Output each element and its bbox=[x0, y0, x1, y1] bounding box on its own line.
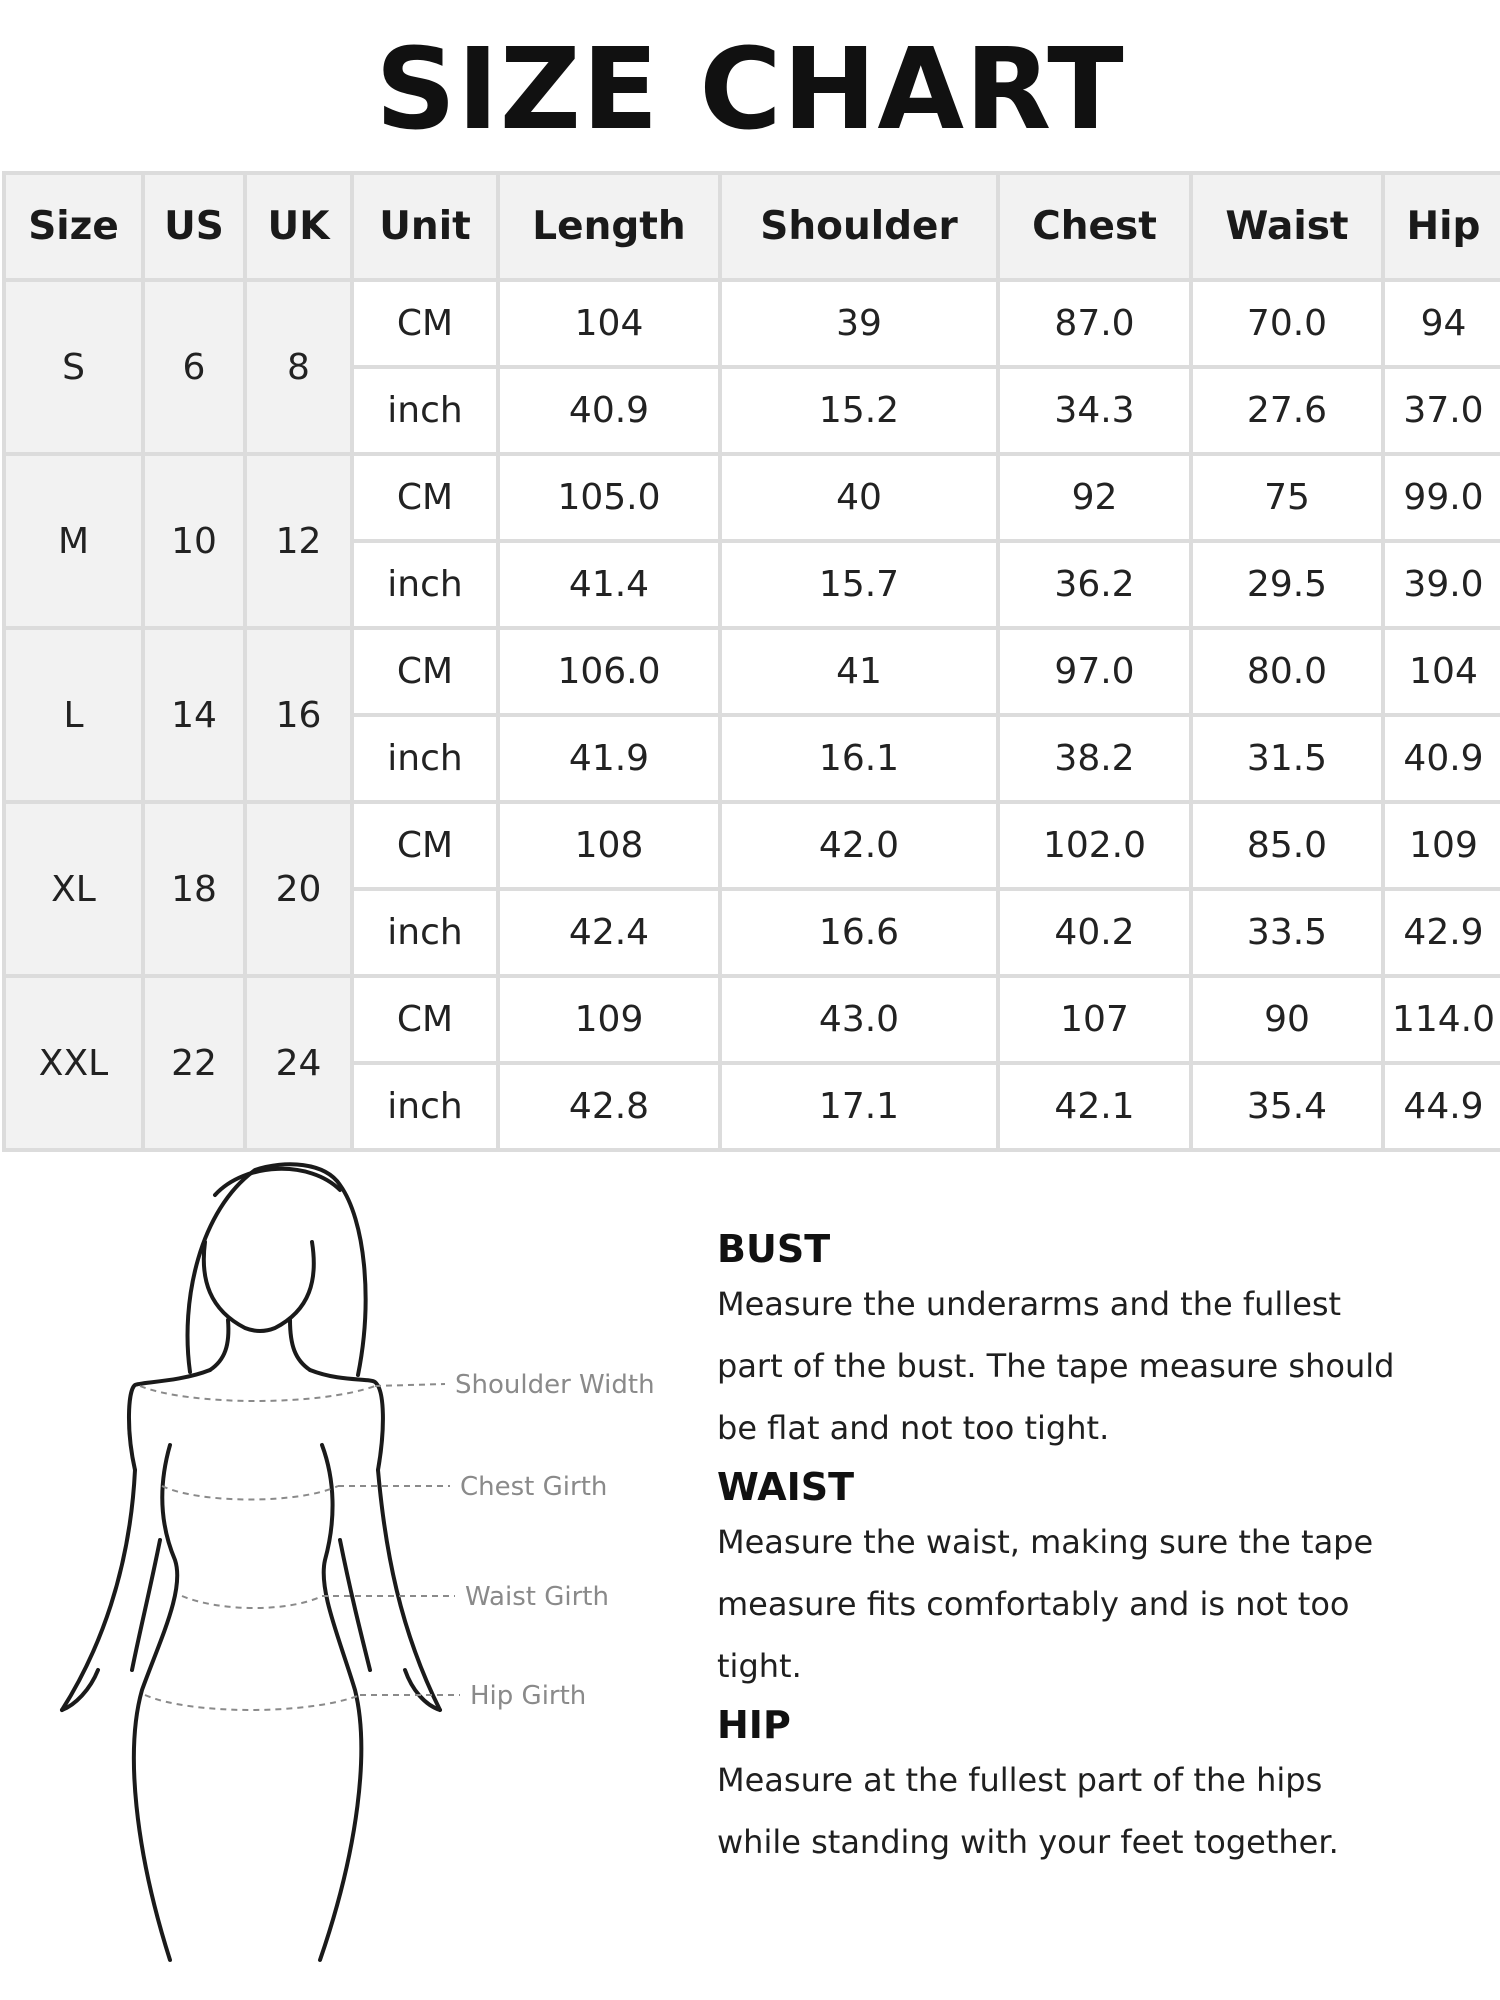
shoulder-width-label: Shoulder Width bbox=[455, 1370, 655, 1400]
length-cell: 42.4 bbox=[500, 891, 718, 974]
uk-size-cell: 16 bbox=[247, 630, 350, 800]
header-chest: Chest bbox=[1000, 175, 1189, 278]
size-cell: XXL bbox=[6, 978, 141, 1148]
chest-cell: 38.2 bbox=[1000, 717, 1189, 800]
waist-cell: 29.5 bbox=[1193, 543, 1381, 626]
table-row bbox=[6, 804, 1500, 887]
header-hip: Hip bbox=[1385, 175, 1500, 278]
length-cell: 41.9 bbox=[500, 717, 718, 800]
shoulder-cell: 39 bbox=[722, 282, 996, 365]
hip-cell: 114.0 bbox=[1385, 978, 1500, 1061]
shoulder-cell: 16.1 bbox=[722, 717, 996, 800]
chest-cell: 42.1 bbox=[1000, 1065, 1189, 1148]
shoulder-leader-line bbox=[375, 1384, 445, 1386]
uk-size-cell: 24 bbox=[247, 978, 350, 1148]
hip-cell: 39.0 bbox=[1385, 543, 1500, 626]
length-cell: 108 bbox=[500, 804, 718, 887]
header-shoulder: Shoulder bbox=[722, 175, 996, 278]
chest-cell: 87.0 bbox=[1000, 282, 1189, 365]
waist-girth-label: Waist Girth bbox=[465, 1582, 609, 1612]
chest-cell: 36.2 bbox=[1000, 543, 1189, 626]
waist-cell: 33.5 bbox=[1193, 891, 1381, 974]
shoulder-cell: 15.7 bbox=[722, 543, 996, 626]
table-row bbox=[6, 456, 1500, 539]
unit-cell: inch bbox=[354, 1065, 496, 1148]
hip-cell: 104 bbox=[1385, 630, 1500, 713]
chest-girth-label: Chest Girth bbox=[460, 1472, 608, 1502]
header-length: Length bbox=[500, 175, 718, 278]
us-size-cell: 14 bbox=[145, 630, 243, 800]
size-cell: L bbox=[6, 630, 141, 800]
shoulder-guide-line bbox=[140, 1386, 375, 1401]
hip-text-line: while standing with your feet together. bbox=[717, 1823, 1339, 1861]
waist-cell: 70.0 bbox=[1193, 282, 1381, 365]
length-cell: 106.0 bbox=[500, 630, 718, 713]
table-row bbox=[6, 282, 1500, 365]
shoulder-cell: 40 bbox=[722, 456, 996, 539]
waist-cell: 35.4 bbox=[1193, 1065, 1381, 1148]
header-unit: Unit bbox=[354, 175, 496, 278]
unit-cell: inch bbox=[354, 717, 496, 800]
waist-cell: 27.6 bbox=[1193, 369, 1381, 452]
length-cell: 41.4 bbox=[500, 543, 718, 626]
unit-cell: CM bbox=[354, 804, 496, 887]
hip-girth-label: Hip Girth bbox=[470, 1681, 587, 1711]
hip-instructions bbox=[717, 1749, 1477, 1873]
unit-cell: inch bbox=[354, 543, 496, 626]
hip-heading: HIP bbox=[717, 1703, 791, 1747]
size-cell: XL bbox=[6, 804, 141, 974]
waist-instructions bbox=[717, 1511, 1477, 1697]
header-us: US bbox=[145, 175, 243, 278]
length-cell: 40.9 bbox=[500, 369, 718, 452]
us-size-cell: 18 bbox=[145, 804, 243, 974]
page-title: SIZE CHART bbox=[375, 25, 1125, 155]
waist-cell: 80.0 bbox=[1193, 630, 1381, 713]
length-cell: 42.8 bbox=[500, 1065, 718, 1148]
shoulder-cell: 15.2 bbox=[722, 369, 996, 452]
chest-guide-line bbox=[162, 1486, 338, 1500]
table-row bbox=[6, 978, 1500, 1061]
body-measurement-figure bbox=[40, 1150, 700, 1980]
waist-cell: 75 bbox=[1193, 456, 1381, 539]
chest-cell: 97.0 bbox=[1000, 630, 1189, 713]
chest-cell: 102.0 bbox=[1000, 804, 1189, 887]
measurement-guides bbox=[140, 1384, 460, 1710]
shoulder-cell: 17.1 bbox=[722, 1065, 996, 1148]
waist-heading: WAIST bbox=[717, 1465, 855, 1509]
hip-cell: 42.9 bbox=[1385, 891, 1500, 974]
header-uk: UK bbox=[247, 175, 350, 278]
us-size-cell: 6 bbox=[145, 282, 243, 452]
table-header-row bbox=[6, 175, 1500, 278]
uk-size-cell: 12 bbox=[247, 456, 350, 626]
chest-cell: 40.2 bbox=[1000, 891, 1189, 974]
chest-cell: 107 bbox=[1000, 978, 1189, 1061]
waist-guide-line bbox=[182, 1596, 322, 1608]
unit-cell: inch bbox=[354, 369, 496, 452]
unit-cell: CM bbox=[354, 456, 496, 539]
us-size-cell: 22 bbox=[145, 978, 243, 1148]
table-row bbox=[6, 630, 1500, 713]
length-cell: 104 bbox=[500, 282, 718, 365]
waist-text-line: measure fits comfortably and is not too bbox=[717, 1585, 1350, 1623]
uk-size-cell: 8 bbox=[247, 282, 350, 452]
waist-cell: 85.0 bbox=[1193, 804, 1381, 887]
hip-text-line: Measure at the fullest part of the hips bbox=[717, 1761, 1323, 1799]
header-waist: Waist bbox=[1193, 175, 1381, 278]
shoulder-cell: 43.0 bbox=[722, 978, 996, 1061]
uk-size-cell: 20 bbox=[247, 804, 350, 974]
unit-cell: CM bbox=[354, 282, 496, 365]
chest-cell: 34.3 bbox=[1000, 369, 1189, 452]
waist-text-line: tight. bbox=[717, 1647, 802, 1685]
shoulder-cell: 42.0 bbox=[722, 804, 996, 887]
hip-cell: 99.0 bbox=[1385, 456, 1500, 539]
hip-cell: 94 bbox=[1385, 282, 1500, 365]
size-chart-table bbox=[2, 171, 1500, 1152]
header-size: Size bbox=[6, 175, 141, 278]
shoulder-cell: 41 bbox=[722, 630, 996, 713]
chest-cell: 92 bbox=[1000, 456, 1189, 539]
size-cell: M bbox=[6, 456, 141, 626]
hip-cell: 109 bbox=[1385, 804, 1500, 887]
bust-text-line: part of the bust. The tape measure should bbox=[717, 1347, 1395, 1385]
waist-cell: 31.5 bbox=[1193, 717, 1381, 800]
female-silhouette-icon bbox=[62, 1164, 440, 1960]
unit-cell: inch bbox=[354, 891, 496, 974]
hip-guide-line bbox=[145, 1695, 360, 1710]
waist-text-line: Measure the waist, making sure the tape bbox=[717, 1523, 1374, 1561]
hip-cell: 40.9 bbox=[1385, 717, 1500, 800]
bust-text-line: Measure the underarms and the fullest bbox=[717, 1285, 1342, 1323]
waist-cell: 90 bbox=[1193, 978, 1381, 1061]
shoulder-cell: 16.6 bbox=[722, 891, 996, 974]
unit-cell: CM bbox=[354, 978, 496, 1061]
hip-cell: 37.0 bbox=[1385, 369, 1500, 452]
measurement-guide bbox=[717, 1225, 1477, 1877]
us-size-cell: 10 bbox=[145, 456, 243, 626]
bust-heading: BUST bbox=[717, 1227, 831, 1271]
hip-cell: 44.9 bbox=[1385, 1065, 1500, 1148]
bust-text-line: be flat and not too tight. bbox=[717, 1409, 1110, 1447]
bust-instructions bbox=[717, 1273, 1477, 1459]
unit-cell: CM bbox=[354, 630, 496, 713]
length-cell: 109 bbox=[500, 978, 718, 1061]
size-cell: S bbox=[6, 282, 141, 452]
length-cell: 105.0 bbox=[500, 456, 718, 539]
